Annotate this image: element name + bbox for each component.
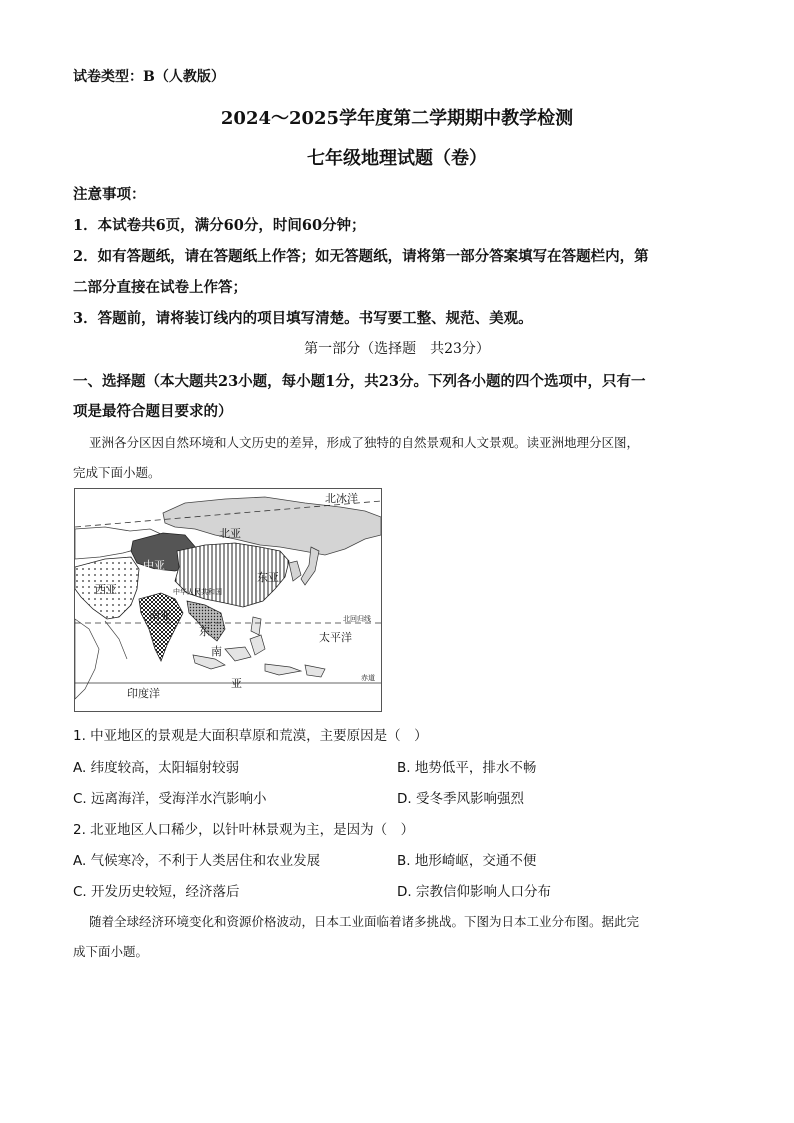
q2-option-c: C. 开发历史较短，经济落后 bbox=[73, 884, 240, 900]
q2-option-a: A. 气候寒冷，不利于人类居住和农业发展 bbox=[73, 853, 321, 869]
label-southeast-dong: 东 bbox=[199, 625, 210, 638]
label-arctic-ocean: 北冰洋 bbox=[325, 492, 358, 505]
q2-option-d: D. 宗教信仰影响人口分布 bbox=[397, 884, 551, 900]
notice-item-3: 3．答题前，请将装订线内的项目填写清楚。书写要工整、规范、美观。 bbox=[73, 310, 533, 327]
asia-regions-map bbox=[74, 488, 382, 712]
passage2-line1: 随着全球经济环境变化和资源价格波动，日本工业面临着诸多挑战。下图为日本工业分布图。据此完 bbox=[89, 914, 640, 929]
q2-option-b: B. 地形崎岖，交通不便 bbox=[397, 853, 537, 869]
label-pacific-ocean: 太平洋 bbox=[319, 631, 352, 644]
exam-title: 2024～2025学年度第二学期期中教学检测 bbox=[220, 108, 574, 129]
q1-option-c: C. 远离海洋，受海洋水汽影响小 bbox=[73, 791, 267, 807]
part1-heading: 第一部分（选择题 共23分） bbox=[304, 341, 490, 357]
q1-option-b: B. 地势低平，排水不畅 bbox=[397, 760, 537, 776]
q1-stem: 1. 中亚地区的景观是大面积草原和荒漠，主要原因是（ ） bbox=[73, 728, 428, 744]
q1-option-d: D. 受冬季风影响强烈 bbox=[397, 791, 524, 807]
africa-edge bbox=[75, 619, 99, 699]
label-east-asia: 东亚 bbox=[257, 571, 279, 584]
east-asia-islands bbox=[289, 547, 319, 585]
label-southeast-ya: 亚 bbox=[231, 677, 242, 690]
label-north-asia: 北亚 bbox=[219, 527, 241, 540]
region-north-asia bbox=[163, 497, 381, 555]
label-west-asia: 西亚 bbox=[95, 583, 117, 596]
label-central-asia: 中亚 bbox=[143, 559, 165, 572]
label-south-asia: 南亚 bbox=[149, 609, 171, 622]
region-south-asia bbox=[139, 593, 183, 661]
label-equator: 赤道 bbox=[361, 674, 375, 682]
section1-instruction-line1: 一、选择题（本大题共23小题，每小题1分，共23分。下列各小题的四个选项中，只有一 bbox=[73, 373, 646, 390]
notice-item-2a: 2．如有答题纸，请在答题纸上作答；如无答题纸，请将第一部分答案填写在答题栏内，第 bbox=[73, 248, 649, 265]
passage1-line1: 亚洲各分区因自然环境和人文历史的差异，形成了独特的自然景观和人文景观。读亚洲地理分区图， bbox=[89, 435, 640, 450]
label-indian-ocean: 印度洋 bbox=[127, 687, 160, 700]
notice-heading: 注意事项： bbox=[73, 186, 146, 203]
q1-option-a: A. 纬度较高，太阳辐射较弱 bbox=[73, 760, 240, 776]
notice-item-1: 1．本试卷共6页，满分60分，时间60分钟； bbox=[73, 217, 366, 234]
passage2-line2: 成下面小题。 bbox=[73, 944, 149, 959]
label-china: 中华人民共和国 bbox=[173, 588, 222, 596]
q2-stem: 2. 北亚地区人口稀少，以针叶林景观为主，是因为（ ） bbox=[73, 822, 415, 838]
label-southeast-nan: 南 bbox=[211, 645, 222, 658]
asia-map-figure bbox=[75, 489, 381, 711]
section1-instruction-line2: 项是最符合题目要求的） bbox=[73, 403, 233, 420]
exam-type: 试卷类型：B（人教版） bbox=[73, 69, 225, 85]
notice-item-2b: 二部分直接在试卷上作答； bbox=[73, 279, 247, 296]
passage1-line2: 完成下面小题。 bbox=[73, 465, 161, 480]
exam-subtitle: 七年级地理试题（卷） bbox=[307, 148, 487, 169]
label-tropic-of-cancer: 北回归线 bbox=[343, 615, 371, 623]
